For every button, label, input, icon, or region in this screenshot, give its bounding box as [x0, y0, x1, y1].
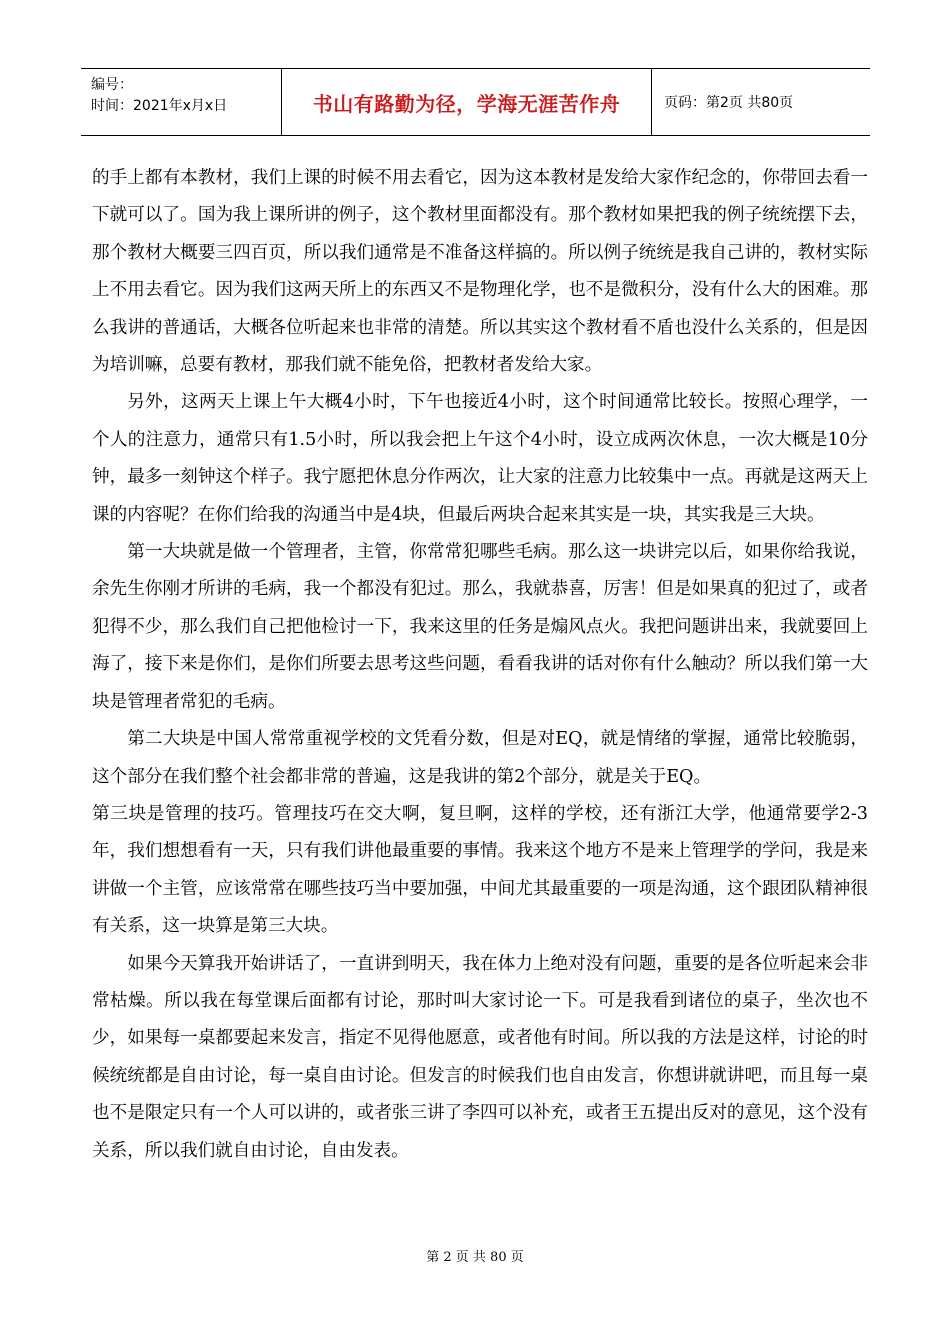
- paragraph-4: 第二大块是中国人常常重视学校的文凭看分数，但是对EQ，就是情绪的掌握，通常比较脆弱，这个部分在我们整个社会都非常的普遍，这是我讲的第2个部分，就是关于EQ。: [92, 729, 868, 787]
- page-footer: 第 2 页 共 80 页: [426, 1250, 524, 1265]
- header-motto: 书山有路勤为径，学海无涯苦作舟: [282, 69, 652, 135]
- header-page-indicator: 页码：第2页 共80页: [664, 95, 794, 111]
- document-number-label: 编号：: [91, 77, 133, 93]
- paragraph-1: 的手上都有本教材，我们上课的时候不用去看它，因为这本教材是发给大家作纪念的，你带回去看一下就可以了。国为我上课所讲的例子，这个教材里面都没有。那个教材如果把我的例子统统摆下去，那个教材大概要三四百页，所以我们通常是不准备这样搞的。所以例子统统是我自己讲的，教材实际上不用去看它。因为我们这两天所上的东西又不是物理化学，也不是微积分，没有什么大的困难。那么我讲的普通话，大概各位听起来也非常的清楚。所以其实这个教材看不盾也没什么关系的，但是因为培训嘛，总要有教材，那我们就不能免俗，把教材者发给大家。: [92, 168, 868, 376]
- document-body: [92, 160, 868, 1170]
- document-date-label: 时间：2021年x月x日: [91, 98, 228, 114]
- paragraph-3: 第一大块就是做一个管理者，主管，你常常犯哪些毛病。那么这一块讲完以后，如果你给我说，余先生你刚才所讲的毛病，我一个都没有犯过。那么，我就恭喜，厉害！但是如果真的犯过了，或者犯得不少，那么我们自己把他检讨一下，我来这里的任务是煽风点火。我把问题讲出来，我就要回上海了，接下来是你们，是你们所要去思考这些问题，看看我讲的话对你有什么触动？所以我们第一大块是管理者常犯的毛病。: [92, 542, 868, 712]
- paragraph-5: 第三块是管理的技巧。管理技巧在交大啊，复旦啊，这样的学校，还有浙江大学，他通常要学2-3年，我们想想看有一天，只有我们讲他最重要的事情。我来这个地方不是来上管理学的学问，我是来讲做一个主管，应该常常在哪些技巧当中要加强，中间尤其最重要的一项是沟通，这个跟团队精神很有关系，这一块算是第三大块。: [92, 803, 868, 937]
- paragraph-6: 如果今天算我开始讲话了，一直讲到明天，我在体力上绝对没有问题，重要的是各位听起来会非常枯燥。所以我在每堂课后面都有讨论，那时叫大家讨论一下。可是我看到诸位的桌子，坐次也不少，如果每一桌都要起来发言，指定不见得他愿意，或者他有时间。所以我的方法是这样，讨论的时候统统都是自由讨论，每一桌自由讨论。但发言的时候我们也自由发言，你想讲就讲吧，而且每一桌也不是限定只有一个人可以讲的，或者张三讲了李四可以补充，或者王五提出反对的意见，这个没有关系，所以我们就自由讨论，自由发表。: [92, 953, 868, 1161]
- header-meta-cell: [81, 69, 282, 135]
- paragraph-2: 另外，这两天上课上午大概4小时，下午也接近4小时，这个时间通常比较长。按照心理学，一个人的注意力，通常只有1.5小时，所以我会把上午这个4小时，设立成两次休息，一次大概是10分钟，最多一刻钟这个样子。我宁愿把休息分作两次，让大家的注意力比较集中一点。再就是这两天上课的内容呢？在你们给我的沟通当中是4块，但最后两块合起来其实是一块，其实我是三大块。: [92, 392, 868, 525]
- page-header: [81, 68, 870, 136]
